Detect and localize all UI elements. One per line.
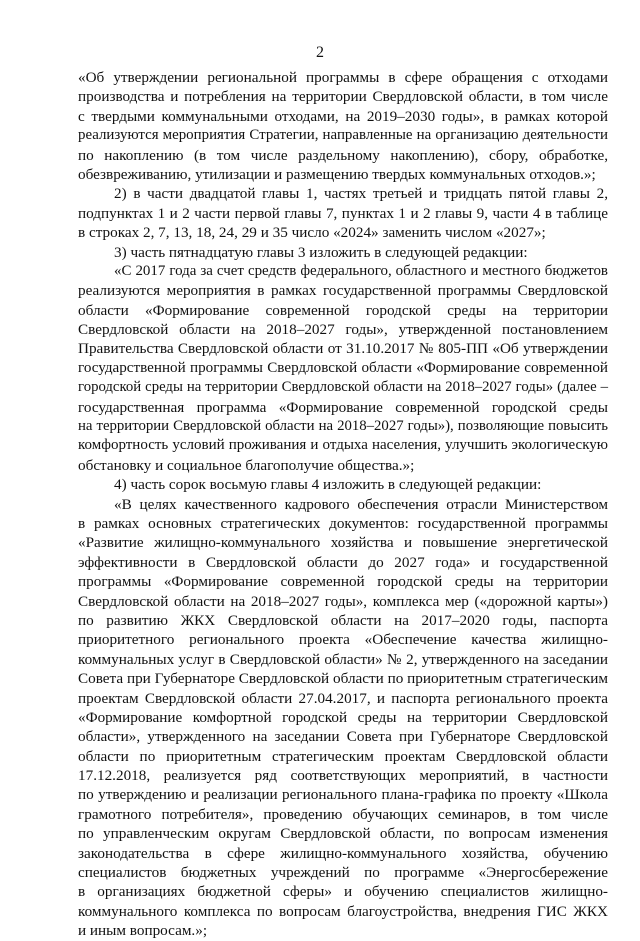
text-line: коммунальных услуг в Свердловской области» № 2, утвержденного на заседании [78,650,608,668]
text-line: эффективности в Свердловской области до 2027 года» и государственной [78,553,608,571]
text-line: 2) в части двадцатой главы 1, частях третьей и тридцать пятой главы 2, [114,185,608,203]
page-number: 2 [316,44,324,61]
text-line: специалистов бюджетных учреждений по программе «Энергосбережение [78,864,608,882]
text-line: 4) часть сорок восьмую главы 4 изложить в следующей редакции: [114,476,542,494]
text-line: 3) часть пятнадцатую главы 3 изложить в следующей редакции: [114,243,528,261]
text-line: области по приоритетным стратегическим проектам Свердловской области [78,747,608,765]
text-line: Свердловской области на 2018–2027 годы», комплекса мер («дорожной карты») [78,592,608,610]
text-line: в строках 2, 7, 13, 18, 24, 29 и 35 число «2024» заменить числом «2027»; [78,224,546,242]
text-line: в рамках основных стратегических документов: государственной программы [78,514,608,532]
text-line: 17.12.2018, реализуется ряд соответствующих мероприятий, в частности [78,767,608,785]
text-line: государственная программа «Формирование современной городской среды [78,398,608,416]
text-line: области «Формирование современной городской среды на территории [78,301,608,319]
text-line: «В целях качественного кадрового обеспечения отрасли Министерством [114,495,608,513]
text-line: грамотного потребителя», проведению обучающих семинаров, в том числе [78,805,608,823]
text-line: и иным вопросам.»; [78,922,208,940]
text-line: комфортность условий проживания и отдыха населения, улучшить экологическую [78,437,608,454]
text-line: на территории Свердловской области на 2018–2027 годы»), позволяющие повысить [78,418,608,435]
text-line: подпунктах 1 и 2 части первой главы 7, пунктах 1 и 2 главы 9, части 4 в таблице [78,204,608,222]
text-line: законодательства в сфере жилищно-коммунального хозяйства, обучению [78,844,608,862]
text-line: реализуются мероприятия в рамках государственной программы Свердловской [78,282,608,300]
text-line: по утверждению и реализации регионального плана-графика по проекту «Школа [78,786,608,804]
text-line: «Формирование комфортной городской среды на территории Свердловской [78,708,608,726]
text-line: коммунального комплекса по вопросам благоустройства, внедрения ГИС ЖКХ [78,902,608,920]
text-line: обстановку и социальное благополучие общества.»; [78,456,415,474]
text-line: производства и потребления на территории Свердловской области, в том числе [78,88,608,106]
document-body [78,68,608,941]
text-line: Правительства Свердловской области от 31.10.2017 № 805-ПП «Об утверждении [78,340,608,358]
text-line: городской среды на территории Свердловской области на 2018–2027 годы» (далее – [78,379,608,396]
text-line: Совета при Губернаторе Свердловской области по приоритетным стратегическим [78,670,608,688]
text-line: обезвреживанию, утилизации и размещению твердых коммунальных отходов.»; [78,165,596,183]
text-line: проектам Свердловской области 27.04.2017, и паспорта регионального проекта [78,689,608,707]
text-line: реализуются мероприятия Стратегии, направленные на организацию деятельности [78,127,608,144]
text-line: программы «Формирование современной городской среды на территории [78,573,608,591]
text-line: «Развитие жилищно-коммунального хозяйства и повышение энергетической [78,534,608,552]
text-line: «Об утверждении региональной программы в сфере обращения с отходами [78,69,608,86]
text-line: по управленческим округам Свердловской области, по вопросам изменения [78,825,608,843]
text-line: области», утвержденного на заседании Совета при Губернаторе Свердловской [78,728,608,746]
text-line: по развитию ЖКХ Свердловской области на 2017–2020 годы, паспорта [78,611,608,629]
text-line: в организациях бюджетной сферы» и обучению специалистов жилищно- [78,883,608,901]
text-line: государственной программы Свердловской области «Формирование современной [78,359,608,376]
text-line: приоритетного регионального проекта «Обеспечение качества жилищно- [78,631,608,649]
text-line: с твердыми коммунальными отходами, на 2019–2030 годы», в рамках которой [78,107,608,125]
text-line: по накоплению (в том числе раздельному накоплению), сбору, обработке, [78,146,608,164]
text-line: Свердловской области на 2018–2027 годы», утвержденной постановлением [78,321,608,339]
text-line: «С 2017 года за счет средств федерального, областного и местного бюджетов [114,262,608,279]
